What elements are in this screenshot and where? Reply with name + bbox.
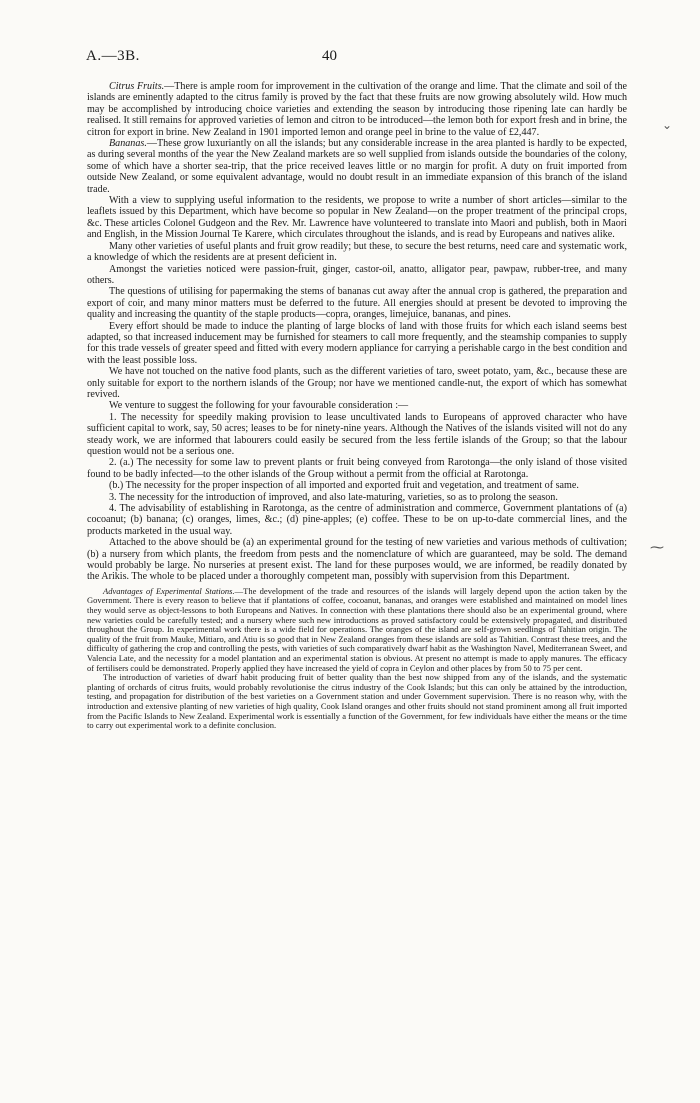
paragraph-text: The questions of utilising for papermaking the stems of bananas cut away after the annual crop is gathered, the preparation and export of coir, and many minor matters must be deferred to the future. All energies should at present be devoted to improving the quality and increasing the quantity of the staple products—copra, oranges, limejuice, bananas, and pines. [87, 286, 627, 321]
note-text: The introduction of varieties of dwarf habit producing fruit of better quality than the best now shipped from any of the islands, and the systematic planting of orchards of citrus fruits, would probably revolutionise the citrus industry of the Cook Islands; but this can only be attained by the introduction, testing, and propagation for distribution of the best varieties on a Government station and under Government supervision. There is no reason why, with the introduction and extensive planting of new varieties of high quality, Cook Island oranges and other fruits should not stand prominent among all fruit imported from the Pacific Islands to New Zealand. Experimental work is essentially a function of the Government, for few individuals have either the means or the time to carry out experimental work to a definite conclusion. [87, 672, 627, 731]
paragraph-heading: Citrus Fruits. [109, 81, 165, 92]
paragraph-text: Attached to the above should be (a) an experimental ground for the testing of new varieties and various methods of cultivation; (b) a nursery from which plants, the freedom from pests and the nomenclature of which are guaranteed, may be sold. The demand would probably be large. No nurseries at present exist. The land for these purposes would, we are informed, be readily donated by the Arikis. The whole to be placed under a thoroughly competent man, possibly with supervision from this Department. [87, 537, 627, 583]
paragraph-text: We have not touched on the native food plants, such as the different varieties of taro, sweet potato, yam, &c., because these are only suitable for export to the northern islands of the Group; nor have we mentioned candle-nut, the export of which has somewhat revived. [87, 366, 627, 400]
paragraph-text: 4. The advisability of establishing in Rarotonga, as the centre of administration and commerce, Government plantations of (a) cocoanut; (b) banana; (c) oranges, limes, &c.; (d) pine-apples; (e) coffee. These to be on up-to-date commercial lines, and the products marketed in the usual way. [87, 503, 627, 537]
paragraph-text: (b.) The necessity for the proper inspection of all imported and exported fruit and vegetation, and treatment of same. [109, 480, 579, 492]
paragraph-text: With a view to supplying useful information to the residents, we propose to write a number of short articles—similar to the leaflets issued by this Department, which have become so popular in New Zealand—on the proper treatment of the principal crops, &c. These articles Colonel Gudgeon and the Rev. Mr. Lawrence have volunteered to translate into Maori and publish, both in Maori and English, in the Mission Journal Te Karere, which circulates throughout the islands, and is read by Europeans and natives alike. [87, 195, 627, 241]
list-item [87, 492, 627, 503]
document-body [87, 81, 627, 731]
paragraph-text: —There is ample room for improvement in the cultivation of the orange and lime. That the climate and soil of the islands are eminently adapted to the citrus family is proved by the fact that these fruits are now growing absolutely wild. How much may be accomplished by introducing choice varieties and extending the season by introducing those ripening late can hardly be realised. It still remains for approved varieties of lemon and citron to be introduced—the lemon both for export fresh and in brine, the citron for export in brine. New Zealand in 1901 imported lemon and orange peel in brine to the value of £2,447. [87, 81, 627, 138]
paragraph [87, 138, 627, 195]
note-text: —The development of the trade and resources of the islands will largely depend upon the action taken by the Government. There is every reason to believe that if plantations of coffee, cocoanut, bananas, and oranges were established and maintained on model lines they would serve as object-lessons to both Europeans and Natives. In connection with these plantations there should also be an experimental ground, where new varieties could be carefully tested; and a nursery where such new introductions as proved satisfactory could be extensively propagated, and distributed throughout the Group. In experimental work there is a wide field for operations. The oranges of the island are self-grown seedlings of Tahitian origin. The quality of the fruit from Mauke, Mitiaro, and Atiu is so good that in New Zealand oranges from these islands are sold as Tahitian. Contrast these trees, and the difficulty of gathering the crop and controlling the pests, with varieties of such comparatively dwarf habit as the Washington Navel, Mediterranean Sweet, and Valencia Late, and the necessity for a model plantation and an experimental station is obvious. At present no attempt is made to apply manures. The efficacy of fertilisers could be demonstrated. Properly applied they have increased the yield of copra in Ceylon and other places by from 50 to 75 per cent. [87, 585, 627, 673]
margin-mark: ⁓ [650, 541, 664, 556]
list-item [87, 457, 627, 480]
note-paragraph [87, 673, 627, 731]
paragraph [87, 81, 627, 138]
note-paragraph [87, 587, 627, 673]
paragraph-text: Amongst the varieties noticed were passion-fruit, ginger, castor-oil, anatto, alligator pear, pawpaw, rubber-tree, and many others. [87, 263, 627, 286]
note-heading: Advantages of Experimental Stations. [103, 585, 235, 596]
paragraph-text: 3. The necessity for the introduction of improved, and also late-maturing, varieties, so as to prolong the season. [109, 491, 558, 503]
paragraph [87, 241, 627, 264]
paragraph [87, 286, 627, 320]
list-item [87, 480, 627, 491]
paragraph-text: We venture to suggest the following for your favourable consideration :— [109, 400, 409, 412]
margin-mark: ⌄ [662, 118, 673, 132]
paragraph-text: 2. (a.) The necessity for some law to prevent plants or fruit being conveyed from Rarotonga—the only island of those visited found to be badly infected—to the other islands of the Group without a permit from the official at Rarotonga. [87, 457, 627, 480]
paragraph-text: Many other varieties of useful plants and fruit grow readily; but these, to secure the best returns, need care and systematic work, a knowledge of which the residents are at present deficient in. [87, 240, 627, 264]
page-header [86, 48, 626, 66]
small-print-notes [87, 587, 627, 731]
list-item [87, 412, 627, 458]
paragraph [87, 321, 627, 367]
paragraph [87, 366, 627, 400]
list-item [87, 503, 627, 537]
paragraph [87, 195, 627, 241]
paragraph-heading: Bananas. [109, 138, 147, 150]
paragraph [87, 400, 627, 411]
paragraph-text: Every effort should be made to induce the planting of large blocks of land with those fruits for which each island seems best adapted, so that increased inducement may be furnished for steamers to call more frequently, and the steamship companies to supply for this trade vessels of greater speed and fitted with every modern appliance for carrying a perishable cargo in the best condition and with the least possible loss. [87, 320, 627, 366]
paragraph-text: 1. The necessity for speedily making provision to lease uncultivated lands to Europeans of approved character who have sufficient capital to work, say, 50 acres; leases to be for ninety-nine years. Although the Natives of the islands visited will not do any steady work, we are informed that labourers could easily be secured from the less fertile islands of the Group; so that the labour question would not be a serious one. [87, 411, 627, 457]
paragraph [87, 264, 627, 287]
page-number: 40 [322, 48, 337, 64]
paragraph [87, 537, 627, 583]
paragraph-text: —These grow luxuriantly on all the islands; but any considerable increase in the area planted is hardly to be expected, as during several months of the year the New Zealand markets are so well supplied from islands outside the boundaries of the colony, some of which have a shorter sea-trip, that the price received leaves little or no margin for profit. A duty on fruit imported from outside New Zealand, or some equivalent advantage, would no doubt result in an immediate expansion of this branch of the island trade. [87, 138, 627, 195]
document-reference: A.—3B. [86, 48, 140, 64]
